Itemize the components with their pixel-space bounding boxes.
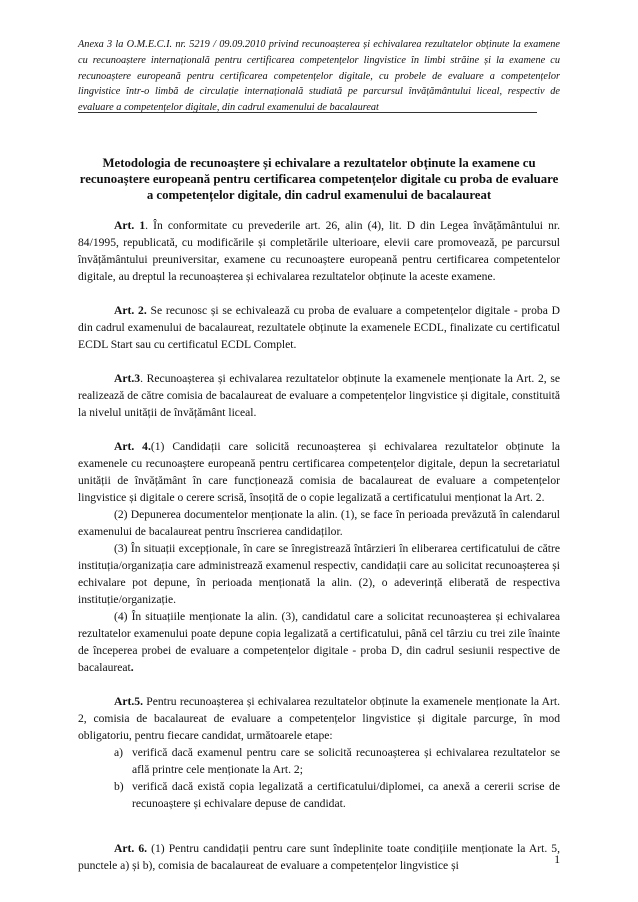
article-4 [78,438,560,506]
article-2-text: Se recunosc și se echivalează cu proba de evaluare a competențelor digitale - proba D din cadrul examenului de bacalaureat, rezultatele obținute la examenele ECDL, finalizate cu certificatul ECDL Start sau cu certificatul ECDL Complet. [78,304,560,351]
article-2 [78,302,560,353]
article-6-label: Art. 6. [114,842,148,855]
document-title: Metodologia de recunoaștere și echivalare a rezultatelor obținute la examene cu recunoaștere europeană pentru certificarea competențelor digitale cu proba de evaluare a competențelor digitale, din cadrul examenului de bacalaureat [79,156,559,202]
article-4-paragraph-4-end: . [130,661,134,674]
article-5 [78,693,560,744]
article-1-text: . În conformitate cu prevederile art. 26, alin (4), lit. D din Legea învățământului nr. 84/1995, republicată, cu modificările și completările ulterioare, elevii care promovează, pe parcursul învățământului preuniversitar, examene cu recunoaștere europeană pentru certificarea competentelor digitale, au dreptul la recunoașterea și echivalarea rezultatelor obținute la aceste examene. [78,219,560,283]
list-item [78,778,560,812]
article-6 [78,840,560,874]
article-3-label: Art.3 [114,372,141,385]
list-item-text: verifică dacă examenul pentru care se solicită recunoașterea și echivalarea rezultatelor se află printre cele menționate la Art. 2; [132,746,560,776]
article-4-paragraph-4-text: (4) În situațiile menționate la alin. (3), candidatul care a solicitat recunoașterea și echivalarea rezultatelor examenului poate depune copia legalizată a certificatului, până cel târziu cu trei zile înainte de începerea probei de evaluare a competențelor digitale - proba D, din cadrul sesiunii respective de bacalaureat [78,610,560,674]
article-3 [78,370,560,421]
list-item [78,744,560,778]
document-header: Anexa 3 la O.M.E.C.I. nr. 5219 / 09.09.2010 privind recunoașterea și echivalarea rezultatelor obținute la examene cu recunoaștere internațională pentru certificarea competențelor lingvistice în limbi străine și la examene cu recunoaștere europeană pentru certificarea competențelor digitale, cu probele de evaluare a competențelor lingvistice într-o limbă de circulație internațională studiată pe parcursul învățământului liceal, respectiv de evaluare a competențelor digitale, din cadrul examenului de bacalaureat [78,39,560,114]
article-3-text: . Recunoașterea și echivalarea rezultatelor obținute la examenele menționate la Art. 2, se realizează de către comisia de bacalaureat de evaluare a competențelor lingvistice și digitale, constituită la nivelul unității de învățământ liceal. [78,372,560,419]
list-item-label: a) [114,746,124,759]
header-divider [78,112,537,113]
article-1 [78,217,560,285]
article-4-paragraph-2: (2) Depunerea documentelor menționate la alin. (1), se face în perioada prevăzută în calendarul examenului de bacalaureat pentru înscrierea candidaților. [78,508,560,538]
article-4-paragraph-1: (1) Candidații care solicită recunoașterea și echivalarea rezultatelor obținute la examenele cu recunoaștere europeană pentru certificarea competențelor digitale, depun la secretariatul unității de învățământ în care funcționează comisia de bacalaureat de evaluare a competențelor lingvistice și digitale o cerere scrisă, însoțită de o copie legalizată a certificatului menționat la Art. 2. [78,440,561,504]
list-item-text: verifică dacă există copia legalizată a certificatului/diplomei, ca anexă a cererii scrise de recunoaștere și echivalare depuse de candidat. [132,780,560,810]
article-4-paragraph-3: (3) În situații excepționale, în care se înregistrează întârzieri în eliberarea certificatului de către instituția/organizația care administrează examenul respectiv, candidații care au solicitat recunoașterea și echivalare pot depune, în perioada menționată la alin. (2), o adeverință eliberată de respectiva instituție/organizație. [78,542,560,606]
article-2-label: Art. 2. [114,304,147,317]
article-6-text: (1) Pentru candidații pentru care sunt îndeplinite toate condițiile menționate la Art. 5, punctele a) și b), comisia de bacalaureat de evaluare a competențelor lingvistice și [78,842,560,872]
list-item-label: b) [114,780,124,793]
article-5-label: Art.5. [114,695,143,708]
article-1-label: Art. 1 [114,219,146,232]
article-5-text: Pentru recunoașterea și echivalarea rezultatelor obținute la examenele menționate la Art. 2, comisia de bacalaureat de evaluare a competențelor lingvistice și digitale parcurge, în mod obligatoriu, pentru fiecare candidat, următoarele etape: [78,695,560,742]
article-5-steps [78,744,560,812]
document-body [78,217,560,874]
article-4-paragraph-4 [78,608,560,676]
page-number: 1 [554,853,560,866]
article-4-label: Art. 4. [114,440,151,453]
